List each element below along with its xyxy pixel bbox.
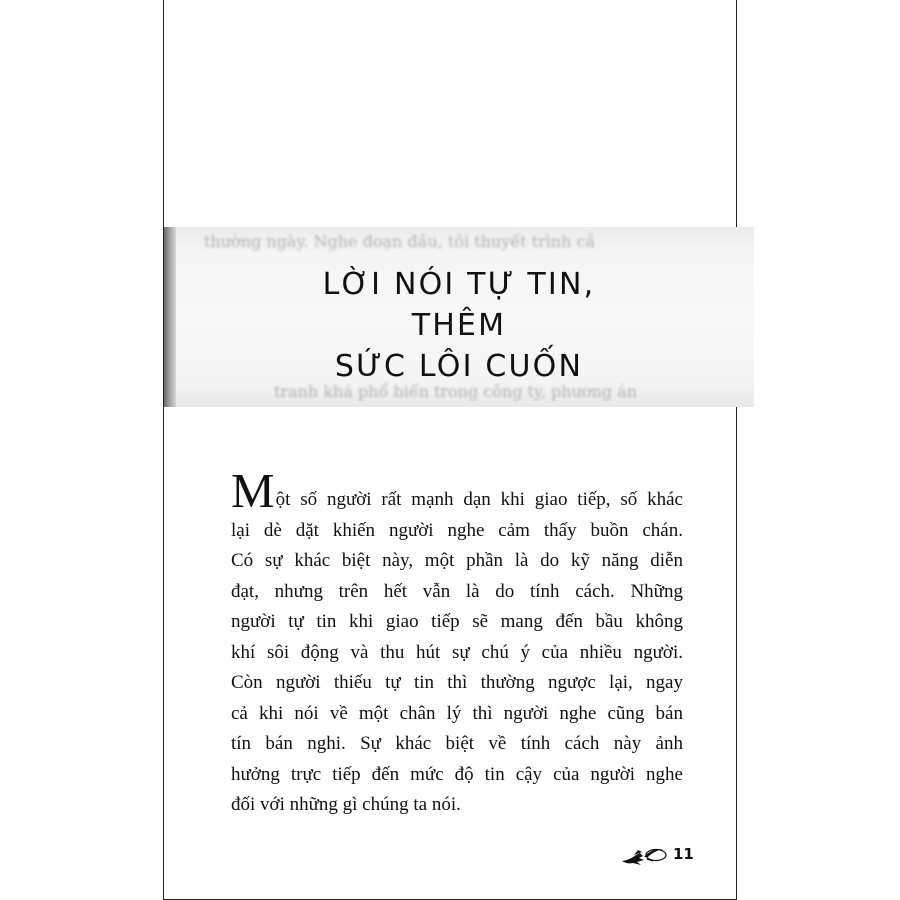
body-line: tín bán nghi. Sự khác biệt về tính cách này ảnh	[231, 733, 683, 754]
bleed-through-text-bottom: tranh khá phổ biến trong công ty, phương án	[274, 382, 637, 401]
chapter-title-line-1: LỜI NÓI TỰ TIN,	[322, 267, 596, 302]
first-line-text: ột số người rất mạnh dạn khi giao tiếp, số khác	[275, 489, 683, 510]
chapter-title-line-3: SỨC LÔI CUỐN	[334, 349, 584, 384]
body-line: Có sự khác biệt này, một phần là do kỹ năng diễn	[231, 550, 683, 571]
body-line-last: đối với những gì chúng ta nói.	[231, 794, 461, 815]
body-paragraph	[231, 463, 683, 821]
body-line: hưởng trực tiếp đến mức độ tin cậy của người nghe	[231, 763, 683, 785]
body-line: người tự tin khi giao tiếp sẽ mang đến bầu không	[231, 611, 683, 632]
drop-cap: M	[231, 463, 275, 518]
book-page	[163, 0, 737, 900]
chapter-title-line-2: THÊM	[411, 308, 507, 343]
body-line: đạt, nhưng trên hết vẫn là do tính cách. Những	[231, 580, 683, 602]
bird-ornament-icon	[620, 841, 670, 867]
page-number: 11	[673, 845, 694, 863]
bleed-through-text-top: thường ngày. Nghe đoạn đầu, tôi thuyết trình cả	[204, 232, 595, 251]
body-line: khí sôi động và thu hút sự chú ý của nhiều người.	[231, 641, 683, 663]
body-line: lại dè dặt khiến người nghe cảm thấy buồn chán.	[231, 519, 683, 541]
body-line-1	[231, 463, 683, 518]
body-line: cả khi nói về một chân lý thì người nghe cũng bán	[231, 702, 683, 724]
page-footer	[620, 840, 694, 868]
chapter-title-banner	[164, 227, 754, 407]
body-line: Còn người thiếu tự tin thì thường ngược lại, ngay	[231, 672, 683, 693]
